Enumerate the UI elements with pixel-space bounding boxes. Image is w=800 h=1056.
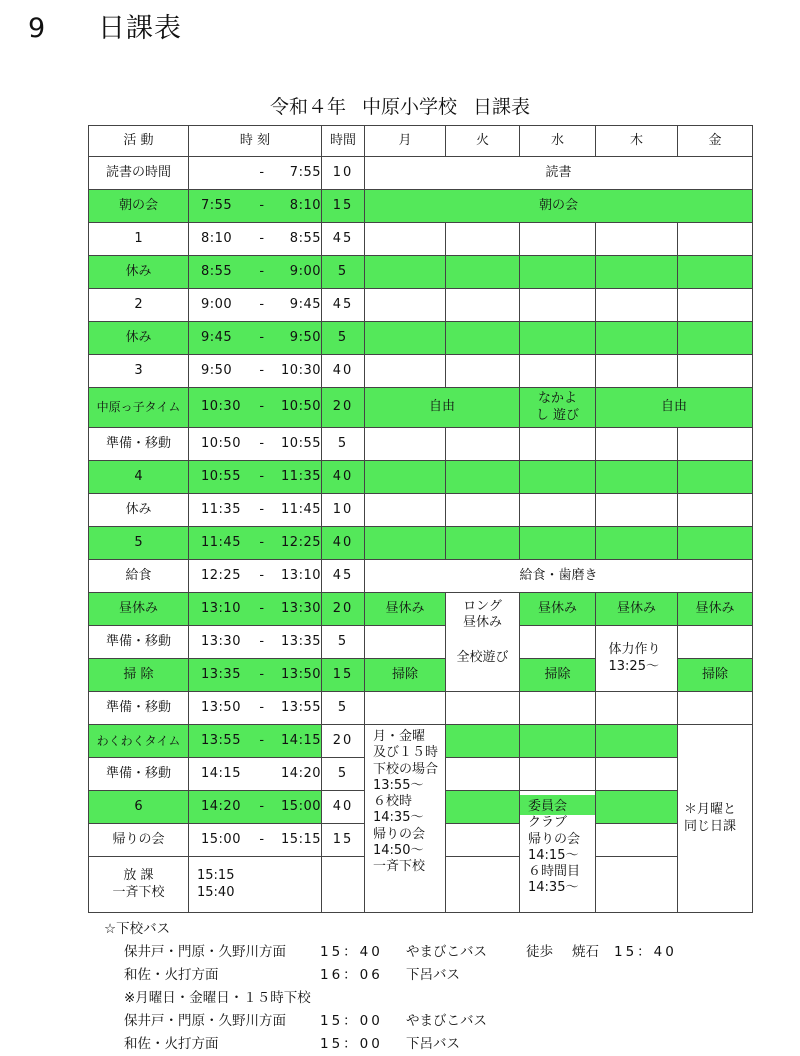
day-cell	[520, 626, 596, 659]
duration-cell: 40	[322, 461, 365, 494]
col-header-tue: 火	[446, 126, 520, 157]
table-row	[89, 725, 753, 758]
activity-cell: 給食	[89, 560, 189, 593]
day-cell	[678, 428, 753, 461]
day-cell	[678, 256, 753, 289]
time-cell: 13:10 - 13:30	[189, 593, 322, 626]
day-span-cell: 給食・歯磨き	[365, 560, 753, 593]
activity-cell: 朝の会	[89, 190, 189, 223]
day-cell	[678, 355, 753, 388]
day-cell	[596, 857, 678, 913]
time-cell: 8:10 - 8:55	[189, 223, 322, 256]
activity-cell: 帰りの会	[89, 824, 189, 857]
activity-cell: 掃 除	[89, 659, 189, 692]
duration-cell: 45	[322, 560, 365, 593]
day-cell	[446, 494, 520, 527]
wed-cell: なかよし 遊び	[520, 388, 596, 428]
duration-cell: 10	[322, 494, 365, 527]
time-cell: 10:55 - 11:35	[189, 461, 322, 494]
document-title	[0, 92, 800, 119]
table-row	[89, 461, 753, 494]
day-cell	[520, 494, 596, 527]
day-cell	[520, 692, 596, 725]
duration-cell: 20	[322, 388, 365, 428]
time-cell: 10:30 - 10:50	[189, 388, 322, 428]
title-school: 中原小学校	[361, 96, 457, 118]
day-cell	[520, 223, 596, 256]
day-cell	[365, 223, 446, 256]
table-row	[89, 560, 753, 593]
day-cell	[520, 289, 596, 322]
col-header-mon: 月	[365, 126, 446, 157]
time-cell: 9:00 - 9:45	[189, 289, 322, 322]
day-cell	[596, 791, 678, 824]
fri-note-cell: ＊月曜と 同じ日課	[678, 725, 753, 913]
day-cell	[446, 824, 520, 857]
day-cell	[596, 223, 678, 256]
day-cell	[596, 355, 678, 388]
activity-cell: 1	[89, 223, 189, 256]
bus-line: 保井戸・門原・久野川方面 15：00 やまびこバス	[124, 1013, 487, 1029]
bus-notes	[104, 918, 700, 1056]
time-cell: 14:20 - 15:00	[189, 791, 322, 824]
title-era: 令和４年	[269, 96, 346, 118]
time-cell: 15:15 15:40	[189, 857, 322, 913]
time-cell: 11:45 - 12:25	[189, 527, 322, 560]
table-row	[89, 593, 753, 626]
duration-cell: 45	[322, 223, 365, 256]
day-cell	[365, 461, 446, 494]
day-cell	[596, 256, 678, 289]
thu-cell: 昼休み	[596, 593, 678, 626]
time-cell: 7:55 - 8:10	[189, 190, 322, 223]
thu-fitness-cell: 体力作り 13:25〜	[596, 626, 678, 692]
time-cell: 8:55 - 9:00	[189, 256, 322, 289]
table-row	[89, 388, 753, 428]
day-cell	[596, 428, 678, 461]
notes-heading: ☆下校バス	[104, 921, 171, 937]
duration-cell: 45	[322, 289, 365, 322]
day-cell	[365, 256, 446, 289]
day-cell	[520, 725, 596, 758]
day-cell	[446, 692, 520, 725]
activity-cell: わくわくタイム	[89, 725, 189, 758]
activity-cell: 準備・移動	[89, 692, 189, 725]
day-cell	[520, 527, 596, 560]
activity-cell: 読書の時間	[89, 157, 189, 190]
day-cell	[678, 322, 753, 355]
day-cell	[446, 527, 520, 560]
fri-cell: 掃除	[678, 659, 753, 692]
activity-cell: 中原っ子タイム	[89, 388, 189, 428]
bus-line: 和佐・火打方面 15：00 下呂バス	[124, 1036, 460, 1052]
day-cell	[678, 289, 753, 322]
day-cell	[520, 758, 596, 791]
day-cell	[596, 692, 678, 725]
day-cell	[596, 322, 678, 355]
time-cell: 9:50 - 10:30	[189, 355, 322, 388]
duration-cell: 5	[322, 322, 365, 355]
time-cell: 13:50 - 13:55	[189, 692, 322, 725]
fri-cell: 昼休み	[678, 593, 753, 626]
day-cell	[365, 322, 446, 355]
time-cell: 9:45 - 9:50	[189, 322, 322, 355]
time-cell: 12:25 - 13:10	[189, 560, 322, 593]
col-header-time: 時 刻	[189, 126, 322, 157]
mon-fri-note-cell: 月・金曜 及び１５時 下校の場合 13:55〜 ６校時 14:35〜 帰りの会 14:50〜 一斉下校	[365, 725, 446, 913]
duration-cell: 5	[322, 256, 365, 289]
activity-cell: 休み	[89, 256, 189, 289]
activity-cell: 2	[89, 289, 189, 322]
duration-cell: 5	[322, 758, 365, 791]
table-row	[89, 355, 753, 388]
day-cell	[446, 256, 520, 289]
duration-cell: 5	[322, 626, 365, 659]
day-cell	[520, 355, 596, 388]
day-span-cell: 朝の会	[365, 190, 753, 223]
col-header-fri: 金	[678, 126, 753, 157]
time-cell: 13:30 - 13:35	[189, 626, 322, 659]
day-cell	[678, 494, 753, 527]
day-cell	[596, 461, 678, 494]
duration-cell: 5	[322, 428, 365, 461]
day-cell	[365, 494, 446, 527]
wed-cell: 掃除	[520, 659, 596, 692]
day-cell	[365, 428, 446, 461]
duration-cell	[322, 857, 365, 913]
duration-cell: 40	[322, 527, 365, 560]
duration-cell: 40	[322, 791, 365, 824]
time-cell: 14:15 14:20	[189, 758, 322, 791]
duration-cell: 15	[322, 659, 365, 692]
col-header-wed: 水	[520, 126, 596, 157]
mon-tue-cell: 自由	[365, 388, 520, 428]
mon-cell: 昼休み	[365, 593, 446, 626]
day-cell	[596, 725, 678, 758]
duration-cell: 5	[322, 692, 365, 725]
table-row	[89, 289, 753, 322]
col-header-duration: 時間	[322, 126, 365, 157]
day-cell	[446, 428, 520, 461]
activity-cell: 休み	[89, 322, 189, 355]
table-row	[89, 527, 753, 560]
wed-cell: 昼休み	[520, 593, 596, 626]
table-row	[89, 190, 753, 223]
activity-cell: 準備・移動	[89, 626, 189, 659]
day-cell	[446, 725, 520, 758]
day-cell	[678, 626, 753, 659]
day-cell	[446, 289, 520, 322]
table-row	[89, 256, 753, 289]
time-cell: 11:35 - 11:45	[189, 494, 322, 527]
table-row	[89, 428, 753, 461]
header-row	[89, 126, 753, 157]
activity-cell: 準備・移動	[89, 758, 189, 791]
timetable	[88, 125, 753, 913]
day-cell	[678, 461, 753, 494]
day-cell	[365, 355, 446, 388]
section-heading	[28, 6, 182, 45]
day-cell	[446, 355, 520, 388]
table-row	[89, 626, 753, 659]
day-cell	[365, 626, 446, 659]
wed-club-cell: 委員会 クラブ 帰りの会 14:15〜 ６時間目 14:35〜	[520, 791, 596, 913]
day-cell	[365, 692, 446, 725]
title-name: 日課表	[473, 96, 531, 118]
day-cell	[446, 223, 520, 256]
time-cell: 10:50 - 10:55	[189, 428, 322, 461]
day-cell	[520, 322, 596, 355]
section-title: 日課表	[98, 13, 182, 44]
day-cell	[596, 289, 678, 322]
day-cell	[596, 758, 678, 791]
activity-cell: 休み	[89, 494, 189, 527]
table-row	[89, 157, 753, 190]
time-cell: 13:35 - 13:50	[189, 659, 322, 692]
duration-cell: 15	[322, 824, 365, 857]
activity-cell: 4	[89, 461, 189, 494]
activity-cell: 3	[89, 355, 189, 388]
day-cell	[365, 289, 446, 322]
col-header-activity: 活 動	[89, 126, 189, 157]
table-row	[89, 692, 753, 725]
day-cell	[596, 527, 678, 560]
day-cell	[446, 758, 520, 791]
day-cell	[446, 791, 520, 824]
activity-cell: 準備・移動	[89, 428, 189, 461]
day-cell	[596, 824, 678, 857]
day-cell	[678, 692, 753, 725]
col-header-thu: 木	[596, 126, 678, 157]
day-cell	[446, 461, 520, 494]
duration-cell: 20	[322, 593, 365, 626]
duration-cell: 20	[322, 725, 365, 758]
mon-cell: 掃除	[365, 659, 446, 692]
day-cell	[678, 223, 753, 256]
section-number: 9	[28, 13, 47, 44]
activity-cell: 昼休み	[89, 593, 189, 626]
table-row	[89, 494, 753, 527]
activity-cell: 放 課 一斉下校	[89, 857, 189, 913]
day-cell	[678, 527, 753, 560]
table-row	[89, 223, 753, 256]
thu-fri-cell: 自由	[596, 388, 753, 428]
day-cell	[520, 461, 596, 494]
day-cell	[446, 322, 520, 355]
day-cell	[520, 256, 596, 289]
time-cell: 15:00 - 15:15	[189, 824, 322, 857]
bus-line: 保井戸・門原・久野川方面 15：40 やまびこバス 徒歩 焼石 15：40	[124, 944, 677, 960]
table-row	[89, 322, 753, 355]
duration-cell: 40	[322, 355, 365, 388]
duration-cell: 15	[322, 190, 365, 223]
duration-cell: 10	[322, 157, 365, 190]
day-cell	[365, 527, 446, 560]
time-cell: - 7:55	[189, 157, 322, 190]
day-cell	[446, 857, 520, 913]
time-cell: 13:55 - 14:15	[189, 725, 322, 758]
activity-cell: 5	[89, 527, 189, 560]
activity-cell: 6	[89, 791, 189, 824]
day-cell	[596, 494, 678, 527]
bus-note: ※月曜日・金曜日・１５時下校	[124, 990, 311, 1006]
day-cell	[520, 428, 596, 461]
bus-line: 和佐・火打方面 16：06 下呂バス	[124, 967, 460, 983]
tue-long-break-cell: ロング 昼休み 全校遊び	[446, 593, 520, 692]
day-span-cell: 読書	[365, 157, 753, 190]
